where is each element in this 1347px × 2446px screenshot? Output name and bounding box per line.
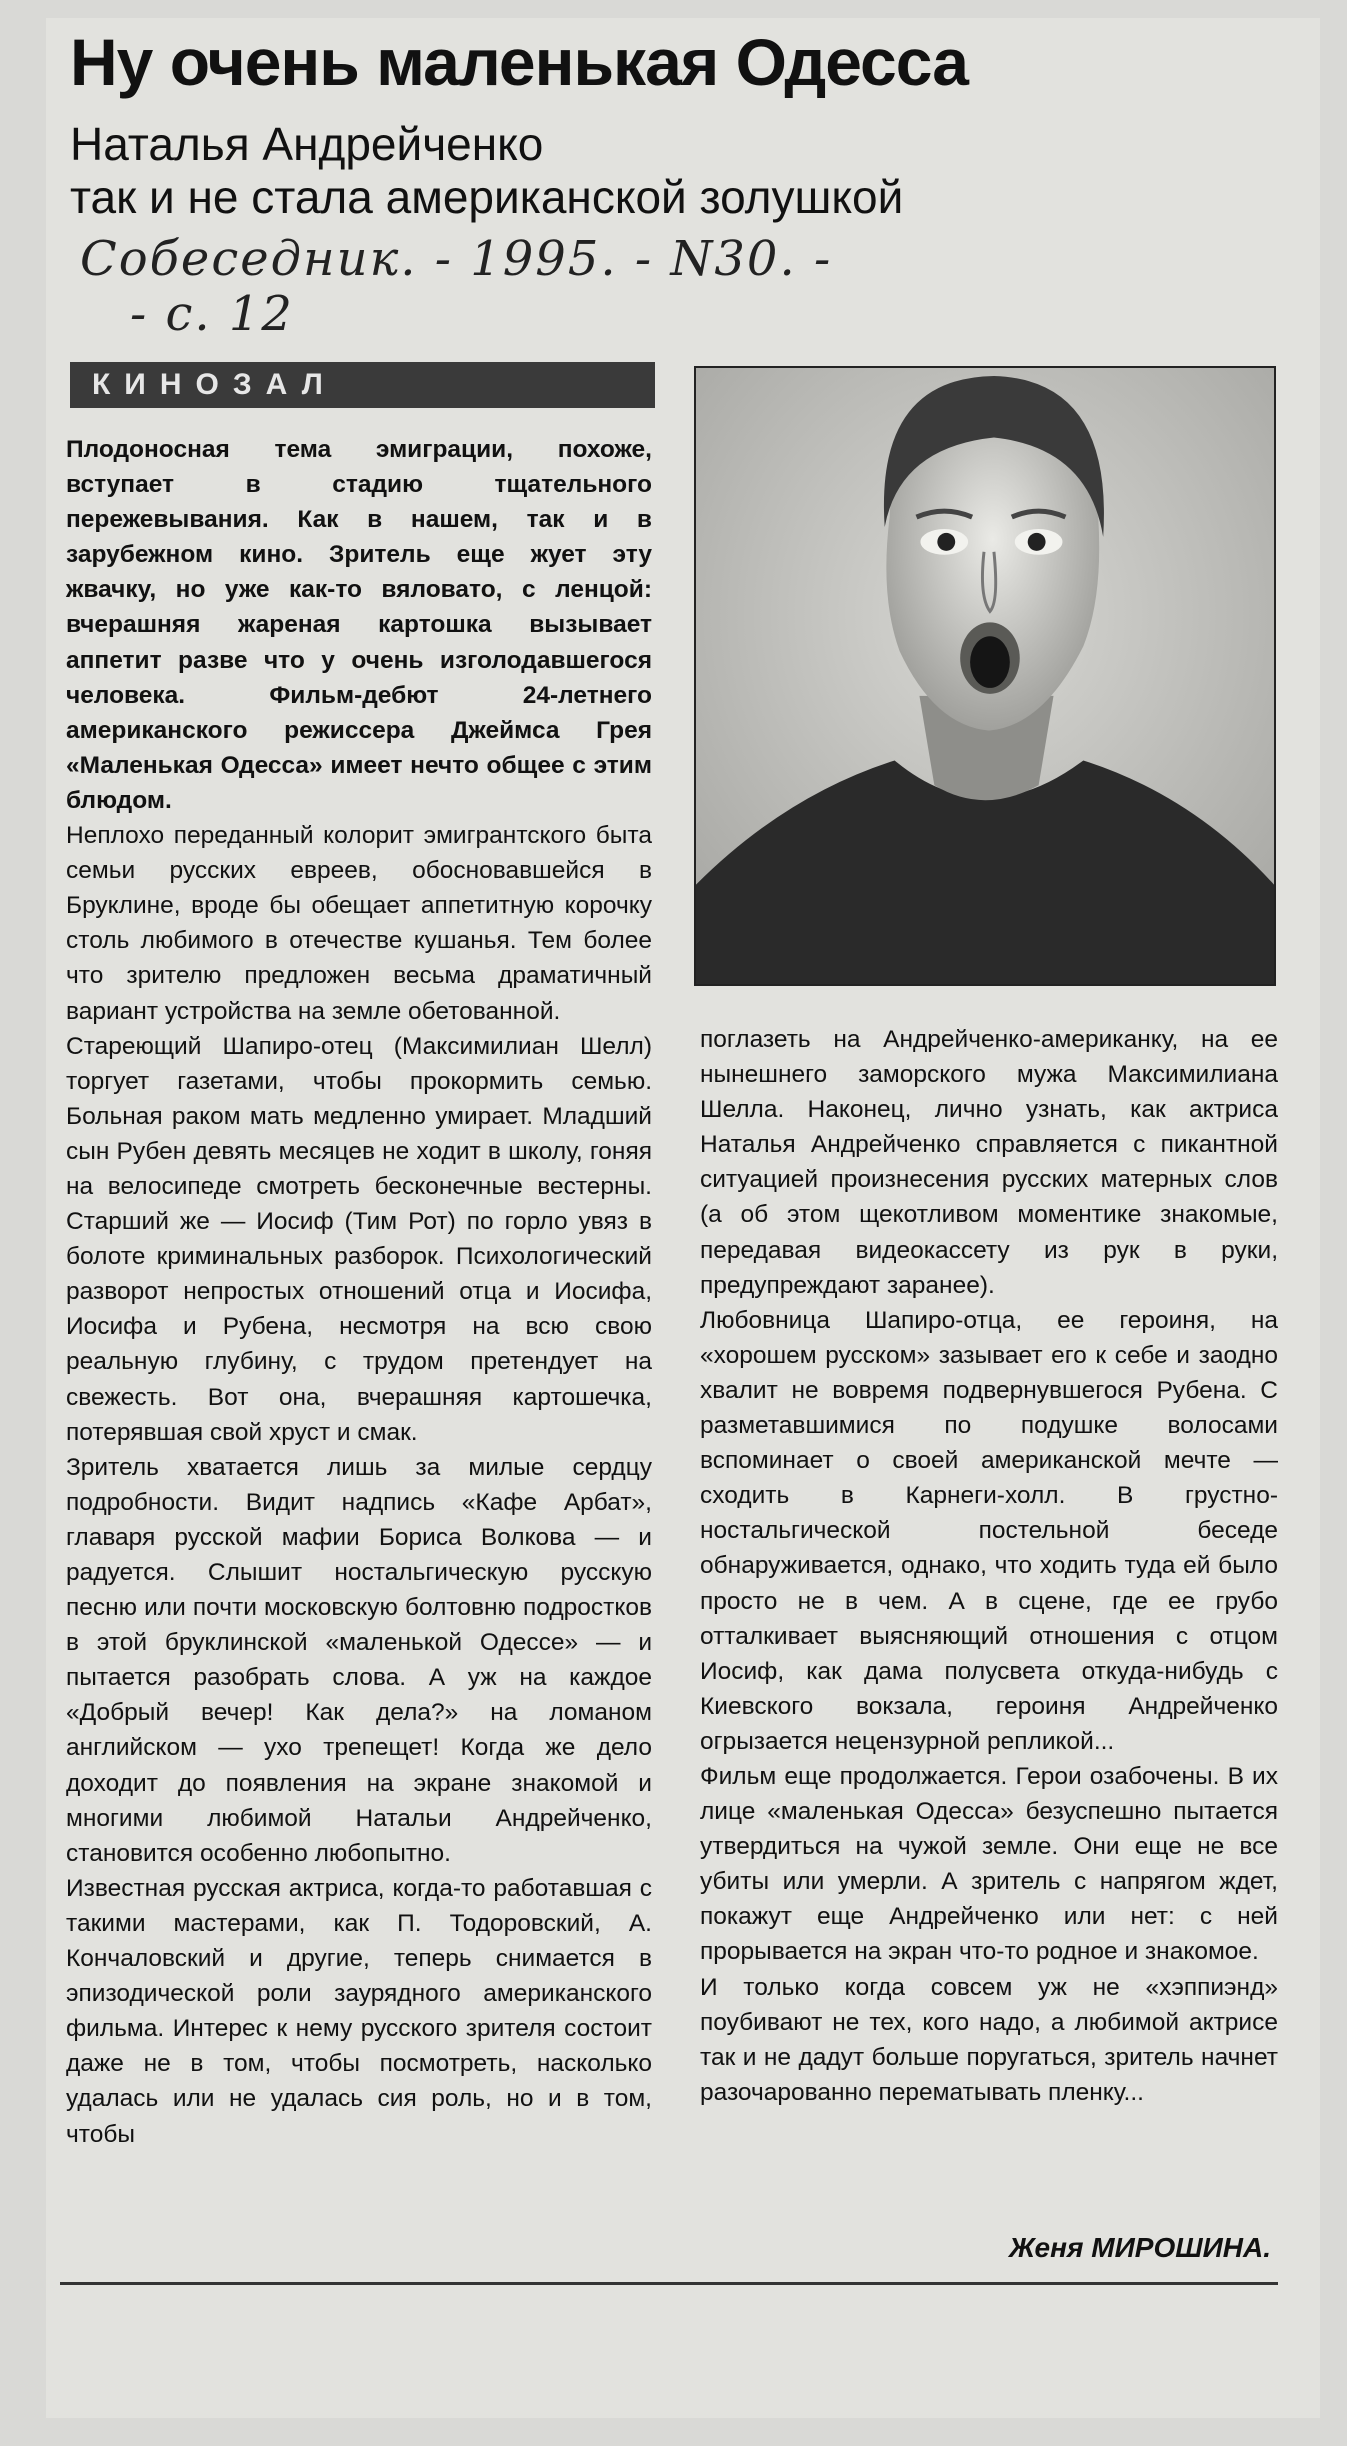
paragraph: Известная русская актриса, когда-то работавшая с такими мастерами, как П. Тодоровский, А. Кончаловский и другие, теперь снимается в эпизодической роли заурядного американского фильма. Интерес к нему русского зрителя состоит даже не в том, чтобы посмотреть, насколько удалась или не удалась сия роль, но и в том, чтобы <box>66 1874 652 2148</box>
paragraph: Любовница Шапиро-отца, ее героиня, на «хорошем русском» зазывает его к себе и заодно хвалит не вовремя подвернувшегося Рубена. С разметавшимися по подушке волосами вспоминает о своей американской мечте — сходить в Карнеги-холл. В грустно-ностальгической постельной беседе обнаруживается, однако, что ходить туда ей было просто не в чем. А в сцене, где ее грубо отталкивает выясняющий отношения с отцом Иосиф, как дама полусвета откуда-нибудь с Киевского вокзала, героиня Андрейченко огрызается нецензурной репликой... <box>700 1306 1278 1755</box>
paragraph: И только когда совсем уж не «хэппиэнд» поубивают не тех, кого надо, а любимой актрисе так и не дадут больше поругаться, зритель начнет разочарованно перематывать пленку... <box>700 1973 1278 2106</box>
paragraph: Неплохо переданный колорит эмигрантского быта семьи русских евреев, обосновавшейся в Бруклине, вроде бы обещает аппетитную корочку столь любимого в отечестве кушанья. Тем более что зрителю предложен весьма драматичный вариант устройства на земле обетованной. <box>66 822 652 1025</box>
subheadline-line: так и не стала американской золушкой <box>70 170 904 223</box>
author-byline: Женя МИРОШИНА. <box>1008 2232 1271 2263</box>
lead-paragraph: Плодоносная тема эмиграции, похоже, вступает в стадию тщательного пережевывания. Как в нашем, так и в зарубежном кино. Зритель еще жует эту жвачку, но уже как-то вяловато, с ленцой: вчерашняя жареная картошка вызывает аппетит разве что у очень изголодавшегося человека. Фильм-дебют 24-летнего американского режиссера Джеймса Грея «Маленькая Одесса» имеет нечто общее с этим блюдом. <box>66 436 652 814</box>
paragraph: поглазеть на Андрейченко-американку, на ее нынешнего заморского мужа Максимилиана Шелла. Наконец, лично узнать, как актриса Наталья Андрейченко справляется с пикантной ситуацией произнесения русских матерных слов (а об этом щекотливом моментике знакомые, передавая видеокассету из рук в руки, предупреждают заранее). <box>700 1026 1278 1299</box>
headline: Ну очень маленькая Одесса <box>70 25 968 99</box>
paragraph: Фильм еще продолжается. Герои озабочены. В их лице «маленькая Одесса» безуспешно пытается утвердиться на чужой земле. Они еще не все убиты или умерли. А зритель с напрягом ждет, покажут еще Андрейченко или нет: с ней прорывается на экран что-то родное и знакомое. <box>700 1762 1278 1966</box>
handwritten-line: - с. 12 <box>130 286 294 343</box>
subheadline <box>70 118 903 224</box>
portrait-photo <box>694 366 1276 986</box>
subheadline-line: Наталья Андрейченко <box>70 118 544 170</box>
article-column-right <box>700 1022 1278 2110</box>
handwritten-citation <box>80 232 832 342</box>
paragraph: Зритель хватается лишь за милые сердцу подробности. Видит надпись «Кафе Арбат», главаря русской мафии Бориса Волкова — и радуется. Слышит ностальгическую русскую песню или почти московскую болтовню подростков в этой бруклинской «маленькой Одессе» — и пытается разобрать слова. А уж на каждое «Добрый вечер! Как дела?» на ломаном английском — ухо трепещет! Когда же дело доходит до появления на экране знакомой и многими любимой Натальи Андрейченко, становится особенно любопытно. <box>66 1453 652 1867</box>
bottom-rule <box>60 2282 1278 2285</box>
portrait-photo-icon <box>696 368 1274 984</box>
paragraph: Стареющий Шапиро-отец (Максимилиан Шелл) торгует газетами, чтобы прокормить семью. Больная раком мать медленно умирает. Младший сын Рубен девять месяцев не ходит в школу, гоняя на велосипеде смотреть бесконечные вестерны. Старший же — Иосиф (Тим Рот) по горло увяз в болоте криминальных разборок. Психологический разворот непростых отношений отца и Иосифа, Иосифа и Рубена, несмотря на всю свою реальную глубину, с трудом претендует на свежесть. Вот она, вчерашняя картошечка, потерявшая свой хруст и смак. <box>66 1032 652 1446</box>
article-column-left <box>66 432 652 2152</box>
section-rubric: КИНОЗАЛ <box>70 362 655 408</box>
handwritten-line: Собеседник. - 1995. - N30. - <box>80 231 833 287</box>
